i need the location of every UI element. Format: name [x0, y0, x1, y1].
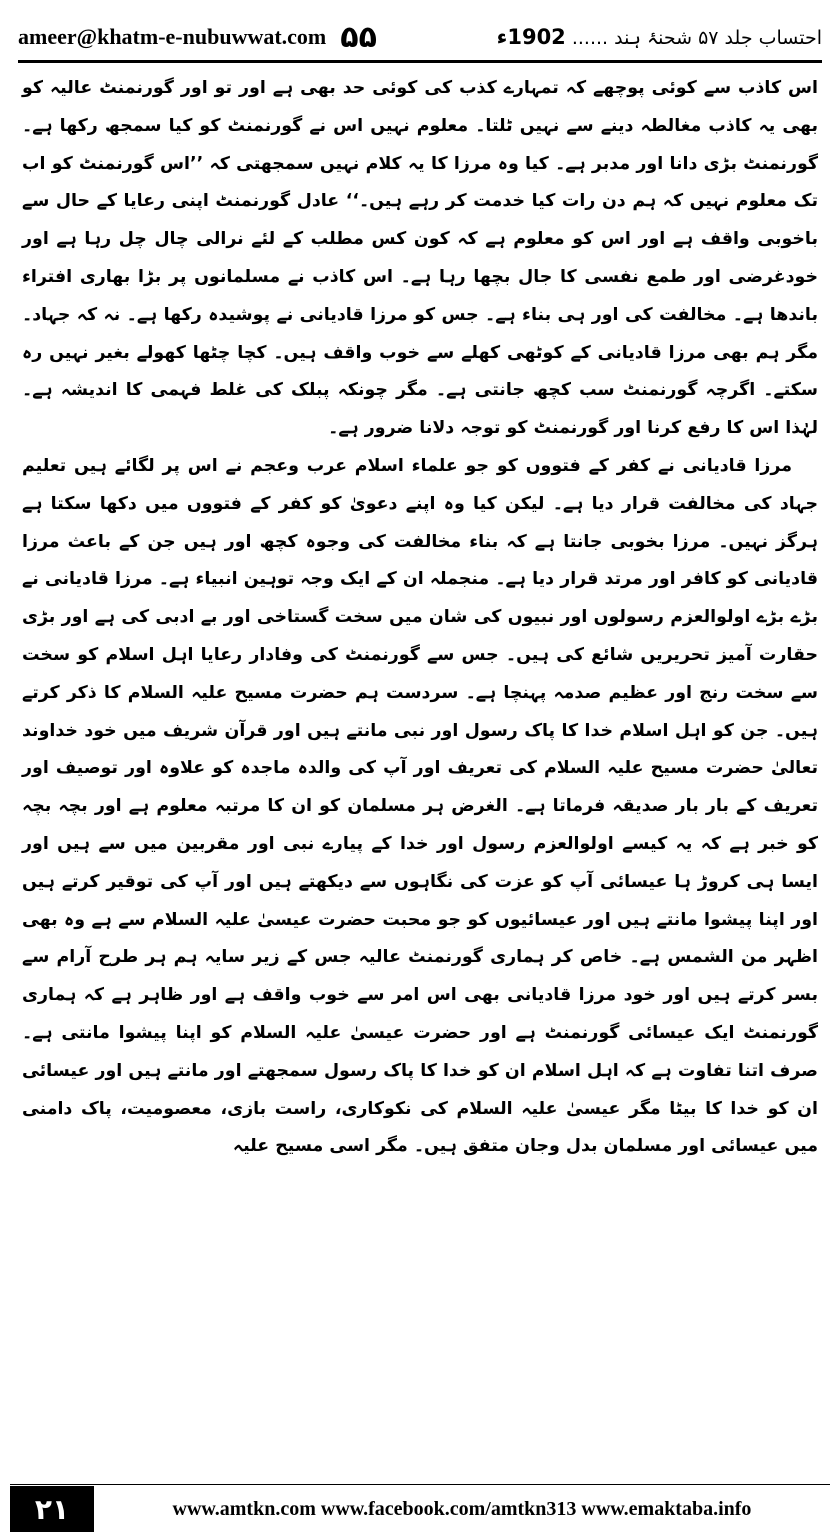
paragraph-2: مرزا قادیانی نے کفر کے فتووں کو جو علماء اسلام عرب وعجم نے اس پر لگائے ہیں تعلیم جہاد کی مخالفت قرار دیا ہے۔ لیکن کیا وہ اپنے دعویٰ کو کفر کے فتووں میں دکھا سکتا ہے ہرگز نہیں۔ مرزا بخوبی جانتا ہے کہ بناء مخالفت کی وجوہ کچھ اور ہیں جن کے باعث مرزا قادیانی کو کافر اور مرتد قرار دیا ہے۔ منجملہ ان کے ایک وجہ توہین انبیاء ہے۔ مرزا قادیانی نے بڑے بڑے اولوالعزم رسولوں اور نبیوں کی شان میں سخت گستاخی اور بے ادبی کی ہے اور بڑی حقارت آمیز تحریریں شائع کی ہیں۔ جس سے گورنمنٹ کی وفادار رعایا اہل اسلام کو سخت سے سخت رنج اور عظیم صدمہ پہنچا ہے۔ سردست ہم حضرت مسیح علیہ السلام کا ذکر کرتے ہیں۔ جن کو اہل اسلام خدا کا پاک رسول اور نبی مانتے ہیں اور قرآن شریف میں خود خداوند تعالیٰ حضرت مسیح علیہ السلام کی تعریف اور آپ کی والدہ ماجدہ کو علاوہ اور توصیف اور تعریف کے بار بار صدیقہ فرماتا ہے۔ الغرض ہر مسلمان کو ان کا مرتبہ معلوم ہے اور بچہ بچہ کو خبر ہے کہ یہ کیسے اولوالعزم رسول اور خدا کے پیارے نبی اور مقربین میں سے ہیں اور ایسا ہی کروڑ ہا عیسائی آپ کو عزت کی نگاہوں سے دیکھتے ہیں اور آپ کی توقیر کرتے ہیں اور اپنا پیشوا مانتے ہیں اور عیسائیوں کو جو محبت حضرت عیسیٰ علیہ السلام سے ہے وہ بھی اظہر من الشمس ہے۔ خاص کر ہماری گورنمنٹ عالیہ جس کے زیر سایہ ہم ہر طرح آرام سے بسر کرتے ہیں اور خود مرزا قادیانی بھی اس امر سے خوب واقف ہے اور ظاہر ہے کہ ہماری گورنمنٹ ایک عیسائی گورنمنٹ ہے اور حضرت عیسیٰ علیہ السلام کو اپنا پیشوا مانتی ہے۔ صرف اتنا تفاوت ہے کہ اہل اسلام ان کو خدا کا پاک رسول سمجھتے اور مانتے ہیں اور عیسائی ان کو خدا کا بیٹا مگر عیسیٰ علیہ السلام کی نکوکاری، راست بازی، معصومیت، پاک دامنی میں عیسائی اور مسلمان بدل وجان متفق ہیں۔ مگر اسی مسیح علیہ: [22, 455, 818, 1157]
page-footer: [10, 1484, 830, 1533]
page-header: [18, 14, 822, 63]
book-page-number: ۵۵: [340, 19, 377, 55]
footer-websites: www.amtkn.com www.facebook.com/amtkn313 www.emaktaba.info: [172, 1497, 752, 1520]
contact-email: ameer@khatm-e-nubuwwat.com: [18, 24, 327, 49]
body-text: [22, 70, 818, 1166]
volume-title: احتساب جلد ۵۷ شحنۂ ہند ......: [571, 27, 822, 49]
footer-page-number: ۲۱: [10, 1486, 94, 1532]
running-title: [497, 25, 822, 49]
publication-year: 1902ء: [496, 25, 566, 49]
paragraph-1: اس کاذب سے کوئی پوچھے کہ تمہارے کذب کی کوئی حد بھی ہے اور تو اور گورنمنٹ عالیہ کو بھی یہ کاذب مغالطہ دینے سے نہیں ٹلتا۔ معلوم نہیں اس نے گورنمنٹ کو کیا سمجھ رکھا ہے۔ گورنمنٹ بڑی دانا اور مدبر ہے۔ کیا وہ مرزا کا یہ کلام نہیں سمجھتی کہ ’’اس گورنمنٹ کو اب تک معلوم نہیں کہ ہم دن رات کیا خدمت کر رہے ہیں۔‘‘ عادل گورنمنٹ اپنی رعایا کے حال سے باخوبی واقف ہے اور اس کو معلوم ہے کہ کون کس مطلب کے لئے نرالی چال چل رہا ہے اور خودغرضی اور طمع نفسی کا جال بچھا رہا ہے۔ اس کاذب نے مسلمانوں پر بڑا بھاری افتراء باندھا ہے۔ مخالفت کی اور ہی بناء ہے۔ جس کو مرزا قادیانی نے پوشیدہ رکھا ہے۔ نہ کہ جہاد۔ مگر ہم بھی مرزا قادیانی کے کوٹھی کھلے سے خوب واقف ہیں۔ کچا چٹھا کھولے بغیر نہیں رہ سکتے۔ اگرچہ گورنمنٹ سب کچھ جانتی ہے۔ مگر چونکہ پبلک کی غلط فہمی کا اندیشہ ہے۔ لہٰذا اس کا رفع کرنا اور گورنمنٹ کو توجہ دلانا ضرور ہے۔: [22, 78, 818, 439]
header-left: [18, 20, 377, 55]
